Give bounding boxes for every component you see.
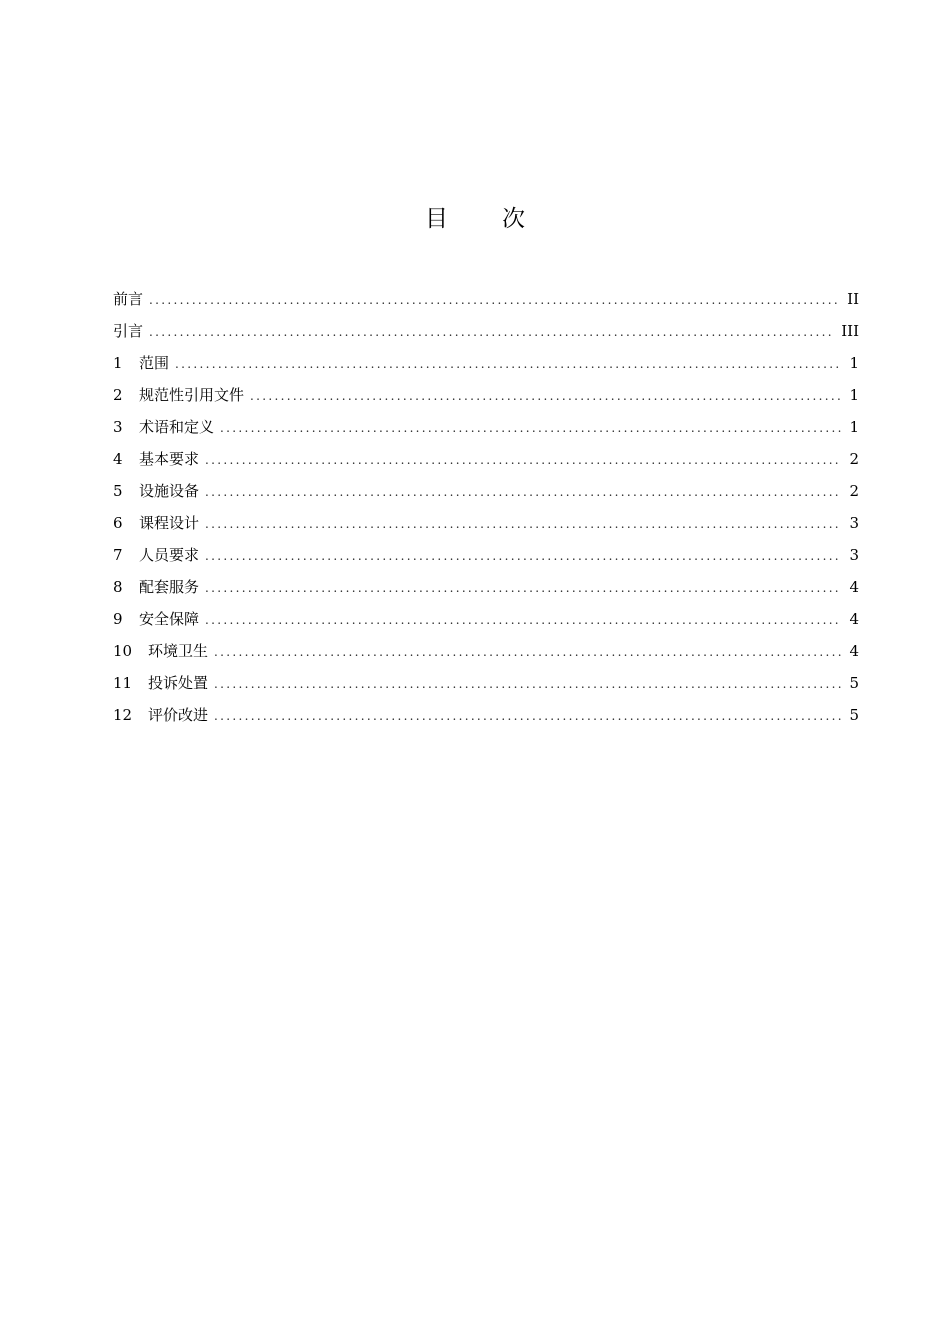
toc-entry-5[interactable]: [113, 479, 859, 511]
toc-entry-label: 安全保障: [139, 610, 200, 628]
toc-entry-number: 5: [113, 482, 123, 500]
toc-leader-dots: [205, 480, 841, 504]
toc-entry-number: 2: [113, 386, 123, 404]
toc-entry-label: 引言: [113, 322, 144, 340]
toc-entry-page: 2: [849, 482, 859, 500]
toc-entry-page: III: [841, 322, 859, 340]
toc-entry-page: II: [847, 290, 859, 308]
toc-entry-number: 1: [113, 354, 123, 372]
toc-entry-10[interactable]: [113, 639, 859, 671]
toc-leader-dots: [205, 448, 841, 472]
toc-leader-dots: [149, 288, 839, 312]
toc-entry-number: 7: [113, 546, 123, 564]
toc-entry-page: 1: [849, 354, 859, 372]
toc-entry-9[interactable]: [113, 607, 859, 639]
toc-entry-page: 5: [849, 674, 859, 692]
toc-entry-3[interactable]: [113, 415, 859, 447]
toc-entry-8[interactable]: [113, 575, 859, 607]
toc-entry-number: 12: [113, 706, 133, 724]
toc-entry-1[interactable]: [113, 351, 859, 383]
toc-entry-number: 8: [113, 578, 123, 596]
toc-title-char-2: 次: [502, 206, 525, 232]
toc-title-char-1: 目: [425, 206, 448, 232]
toc-leader-dots: [205, 608, 841, 632]
toc-leader-dots: [214, 640, 841, 664]
toc-leader-dots: [175, 352, 841, 376]
toc-entry-page: 4: [849, 610, 859, 628]
toc-entry-label: 人员要求: [139, 546, 200, 564]
toc-entry-label: 设施设备: [139, 482, 200, 500]
toc-entry-page: 3: [849, 514, 859, 532]
toc-leader-dots: [205, 512, 841, 536]
toc-leader-dots: [214, 704, 841, 728]
toc-entry-4[interactable]: [113, 447, 859, 479]
toc-entry-label: 术语和定义: [139, 418, 215, 436]
toc-entry-2[interactable]: [113, 383, 859, 415]
toc-entry-introduction[interactable]: [113, 319, 859, 351]
toc-entry-label: 前言: [113, 290, 144, 308]
toc-entry-page: 4: [849, 578, 859, 596]
toc-entry-page: 5: [849, 706, 859, 724]
toc-leader-dots: [214, 672, 841, 696]
toc-entry-11[interactable]: [113, 671, 859, 703]
toc-entry-foreword[interactable]: [113, 287, 859, 319]
toc-entry-label: 环境卫生: [148, 642, 209, 660]
toc-entry-number: 11: [113, 674, 133, 692]
toc-leader-dots: [205, 576, 841, 600]
toc-entry-label: 配套服务: [139, 578, 200, 596]
toc-leader-dots: [205, 544, 841, 568]
toc-entry-label: 课程设计: [139, 514, 200, 532]
toc-entry-number: 3: [113, 418, 123, 436]
toc-entry-label: 范围: [139, 354, 170, 372]
table-of-contents: [113, 287, 859, 735]
toc-entry-page: 1: [849, 386, 859, 404]
toc-entry-page: 1: [849, 418, 859, 436]
toc-entry-label: 投诉处置: [148, 674, 209, 692]
toc-leader-dots: [149, 320, 833, 344]
toc-entry-number: 6: [113, 514, 123, 532]
toc-entry-12[interactable]: [113, 703, 859, 735]
toc-entry-page: 2: [849, 450, 859, 468]
toc-title: [0, 200, 950, 233]
toc-entry-label: 评价改进: [148, 706, 209, 724]
toc-entry-number: 9: [113, 610, 123, 628]
toc-entry-7[interactable]: [113, 543, 859, 575]
toc-entry-page: 4: [849, 642, 859, 660]
toc-entry-number: 10: [113, 642, 133, 660]
toc-entry-6[interactable]: [113, 511, 859, 543]
toc-entry-number: 4: [113, 450, 123, 468]
toc-leader-dots: [220, 416, 841, 440]
toc-entry-label: 基本要求: [139, 450, 200, 468]
toc-entry-page: 3: [849, 546, 859, 564]
toc-leader-dots: [250, 384, 841, 408]
toc-entry-label: 规范性引用文件: [139, 386, 245, 404]
